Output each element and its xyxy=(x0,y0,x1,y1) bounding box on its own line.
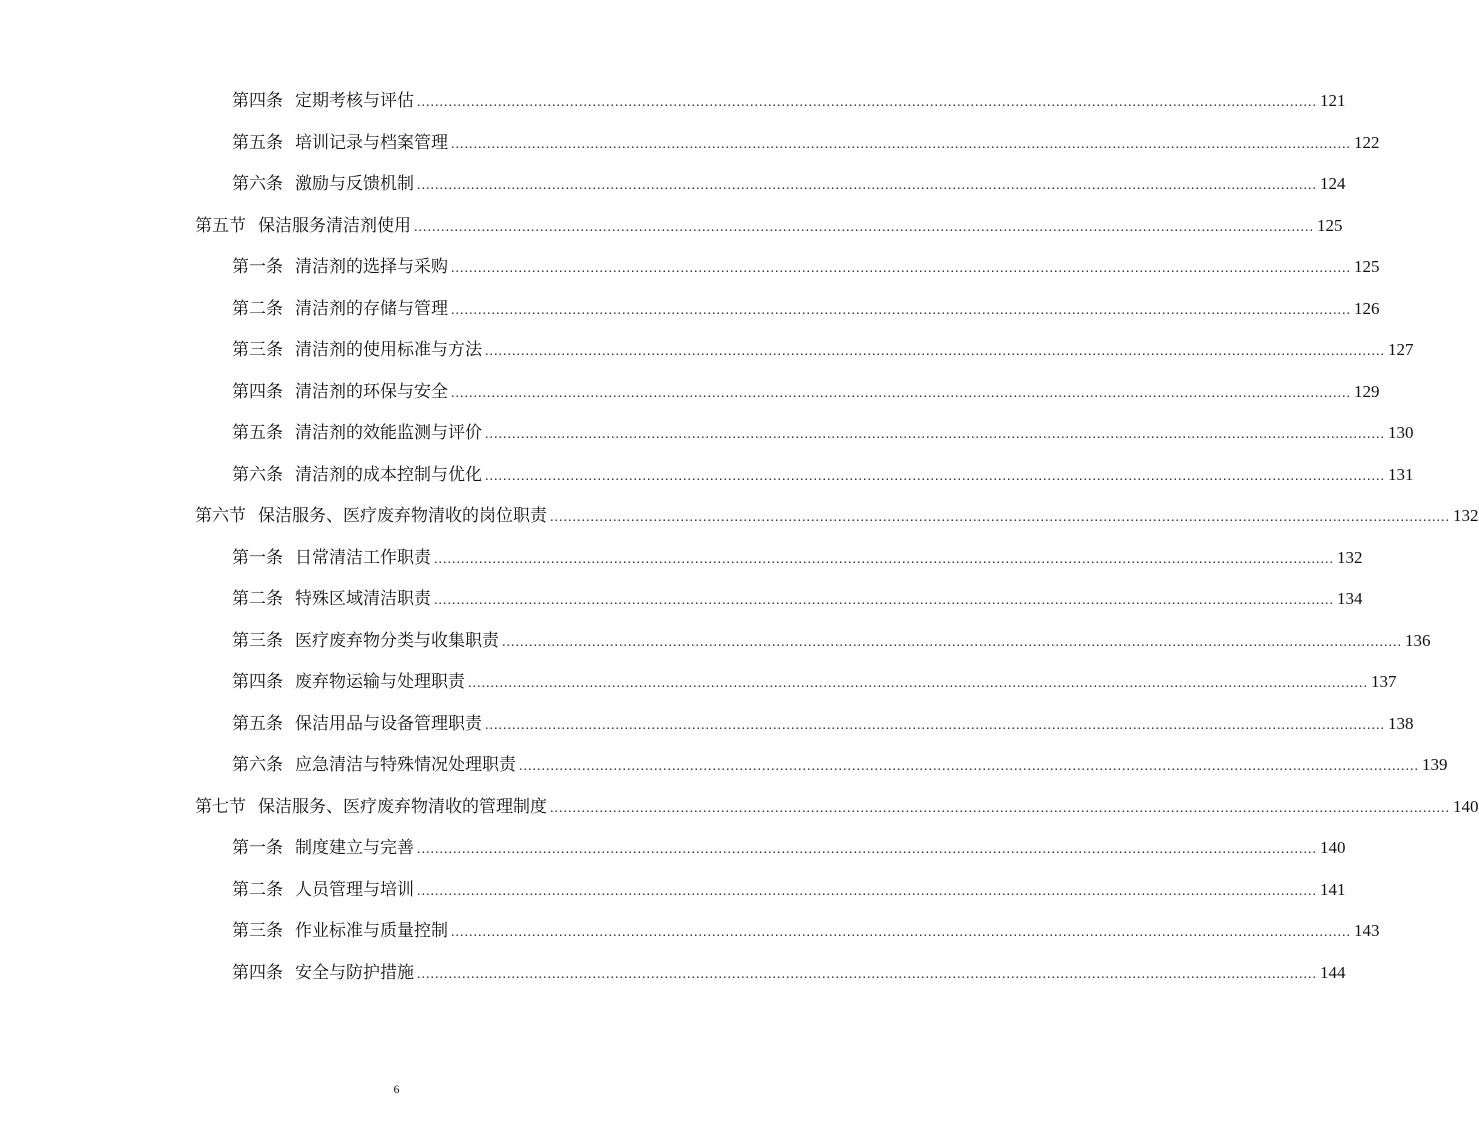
toc-entry-page: 134 xyxy=(1337,589,1363,608)
toc-entry-page: 137 xyxy=(1371,672,1397,691)
toc-entry-page: 124 xyxy=(1320,174,1346,193)
toc-section-entry[interactable] xyxy=(195,794,1479,820)
toc-entry-page: 127 xyxy=(1388,340,1414,359)
toc-entry-title: 废弃物运输与处理职责 xyxy=(295,672,465,692)
toc-entry-number: 第七节 xyxy=(195,796,246,817)
toc-entry-number: 第六条 xyxy=(232,464,283,485)
toc-dot-leader: ........................................................................................................................................................................................................ xyxy=(434,551,1334,567)
toc-entry-title: 清洁剂的使用标准与方法 xyxy=(295,340,482,360)
toc-entry-page: 125 xyxy=(1354,257,1380,276)
toc-article-entry[interactable] xyxy=(232,918,1380,944)
toc-article-entry[interactable] xyxy=(232,752,1448,778)
toc-dot-leader: ........................................................................................................................................................................................................ xyxy=(417,178,1317,193)
toc-entry-title: 保洁服务、医疗废弃物清收的管理制度 xyxy=(258,796,547,817)
toc-entry-page: 140 xyxy=(1320,838,1346,857)
toc-entry-title: 日常清洁工作职责 xyxy=(295,547,431,568)
toc-entry-number: 第一条 xyxy=(232,547,283,568)
toc-entry-title: 应急清洁与特殊情况处理职责 xyxy=(295,755,516,775)
toc-entry-number: 第五条 xyxy=(232,423,283,443)
toc-entry-number: 第六条 xyxy=(232,755,283,775)
toc-section-entry[interactable] xyxy=(195,503,1479,529)
toc-entry-page: 132 xyxy=(1337,547,1363,567)
toc-article-entry[interactable] xyxy=(232,586,1363,612)
toc-entry-page: 131 xyxy=(1388,464,1414,484)
toc-entry-number: 第六节 xyxy=(195,506,246,526)
toc-entry-page: 125 xyxy=(1317,215,1343,235)
toc-entry-title: 定期考核与评估 xyxy=(295,91,414,111)
toc-article-entry[interactable] xyxy=(232,296,1380,322)
toc-dot-leader: ........................................................................................................................................................................................................ xyxy=(485,717,1385,733)
toc-entry-title: 清洁剂的存储与管理 xyxy=(295,298,448,319)
toc-dot-leader: ........................................................................................................................................................................................................ xyxy=(485,468,1385,484)
toc-dot-leader: ........................................................................................................................................................................................................ xyxy=(550,800,1450,816)
toc-article-entry[interactable] xyxy=(232,877,1346,903)
toc-entry-number: 第三条 xyxy=(232,340,283,360)
toc-dot-leader: ........................................................................................................................................................................................................ xyxy=(451,136,1351,152)
toc-dot-leader: ........................................................................................................................................................................................................ xyxy=(485,344,1385,359)
toc-entry-page: 121 xyxy=(1320,91,1346,110)
toc-entry-title: 作业标准与质量控制 xyxy=(295,921,448,941)
toc-article-entry[interactable] xyxy=(232,254,1380,280)
toc-article-entry[interactable] xyxy=(232,420,1414,446)
toc-entry-title: 制度建立与完善 xyxy=(295,838,414,858)
toc-entry-number: 第四条 xyxy=(232,962,283,983)
toc-entry-number: 第五节 xyxy=(195,215,246,236)
toc-entry-number: 第三条 xyxy=(232,630,283,651)
toc-entry-title: 清洁剂的选择与采购 xyxy=(295,257,448,277)
toc-entry-title: 激励与反馈机制 xyxy=(295,174,414,194)
toc-entry-page: 139 xyxy=(1422,755,1448,774)
toc-dot-leader: ........................................................................................................................................................................................................ xyxy=(417,883,1317,899)
toc-entry-title: 保洁服务、医疗废弃物清收的岗位职责 xyxy=(258,506,547,526)
toc-entry-page: 126 xyxy=(1354,298,1380,318)
toc-dot-leader: ........................................................................................................................................................................................................ xyxy=(485,427,1385,442)
toc-entry-title: 安全与防护措施 xyxy=(295,962,414,983)
toc-article-entry[interactable] xyxy=(232,462,1414,488)
toc-dot-leader: ........................................................................................................................................................................................................ xyxy=(451,925,1351,940)
toc-entry-number: 第三条 xyxy=(232,921,283,941)
toc-entry-title: 保洁用品与设备管理职责 xyxy=(295,713,482,734)
toc-article-entry[interactable] xyxy=(232,337,1414,363)
toc-article-entry[interactable] xyxy=(232,669,1397,695)
toc-article-entry[interactable] xyxy=(232,130,1380,156)
toc-dot-leader: ........................................................................................................................................................................................................ xyxy=(550,510,1450,525)
toc-dot-leader: ........................................................................................................................................................................................................ xyxy=(451,302,1351,318)
toc-entry-page: 141 xyxy=(1320,879,1346,899)
toc-entry-title: 医疗废弃物分类与收集职责 xyxy=(295,630,499,651)
toc-entry-page: 140 xyxy=(1453,796,1479,816)
toc-entry-title: 清洁剂的效能监测与评价 xyxy=(295,423,482,443)
toc-entry-page: 143 xyxy=(1354,921,1380,940)
toc-entry-page: 129 xyxy=(1354,381,1380,401)
toc-entry-number: 第五条 xyxy=(232,132,283,153)
toc-entry-number: 第二条 xyxy=(232,298,283,319)
toc-entry-page: 130 xyxy=(1388,423,1414,442)
toc-entry-page: 132 xyxy=(1453,506,1479,525)
toc-entry-number: 第一条 xyxy=(232,257,283,277)
toc-article-entry[interactable] xyxy=(232,171,1346,197)
toc-entry-number: 第五条 xyxy=(232,713,283,734)
page-footer xyxy=(0,1082,793,1097)
toc-dot-leader: ........................................................................................................................................................................................................ xyxy=(451,385,1351,401)
toc-dot-leader: ........................................................................................................................................................................................................ xyxy=(417,966,1317,982)
toc-entry-number: 第四条 xyxy=(232,91,283,111)
toc-entry-page: 138 xyxy=(1388,713,1414,733)
toc-article-entry[interactable] xyxy=(232,379,1380,405)
toc-section-entry[interactable] xyxy=(195,213,1343,239)
toc-entry-title: 培训记录与档案管理 xyxy=(295,132,448,153)
toc-entry-number: 第四条 xyxy=(232,672,283,692)
toc-entry-number: 第四条 xyxy=(232,381,283,402)
toc-entry-number: 第六条 xyxy=(232,174,283,194)
toc-dot-leader: ........................................................................................................................................................................................................ xyxy=(502,634,1402,650)
toc-dot-leader: ........................................................................................................................................................................................................ xyxy=(468,676,1368,691)
toc-entry-number: 第二条 xyxy=(232,589,283,609)
toc-dot-leader: ........................................................................................................................................................................................................ xyxy=(414,219,1314,235)
toc-entry-title: 清洁剂的环保与安全 xyxy=(295,381,448,402)
toc-dot-leader: ........................................................................................................................................................................................................ xyxy=(417,842,1317,857)
toc-entry-number: 第二条 xyxy=(232,879,283,900)
toc-article-entry[interactable] xyxy=(232,88,1346,114)
toc-entry-page: 136 xyxy=(1405,630,1431,650)
toc-dot-leader: ........................................................................................................................................................................................................ xyxy=(417,95,1317,110)
toc-entry-title: 保洁服务清洁剂使用 xyxy=(258,215,411,236)
toc-dot-leader: ........................................................................................................................................................................................................ xyxy=(451,261,1351,276)
toc-dot-leader: ........................................................................................................................................................................................................ xyxy=(519,759,1419,774)
toc-entry-title: 特殊区域清洁职责 xyxy=(295,589,431,609)
toc-entry-number: 第一条 xyxy=(232,838,283,858)
toc-entry-title: 人员管理与培训 xyxy=(295,879,414,900)
toc-entry-title: 清洁剂的成本控制与优化 xyxy=(295,464,482,485)
page-number: 6 xyxy=(393,1082,400,1096)
toc-entry-page: 144 xyxy=(1320,962,1346,982)
toc-article-entry[interactable] xyxy=(232,711,1414,737)
toc-article-entry[interactable] xyxy=(232,545,1363,571)
toc-article-entry[interactable] xyxy=(232,628,1431,654)
toc-article-entry[interactable] xyxy=(232,835,1346,861)
toc-entry-page: 122 xyxy=(1354,132,1380,152)
toc-dot-leader: ........................................................................................................................................................................................................ xyxy=(434,593,1334,608)
toc-article-entry[interactable] xyxy=(232,960,1346,986)
